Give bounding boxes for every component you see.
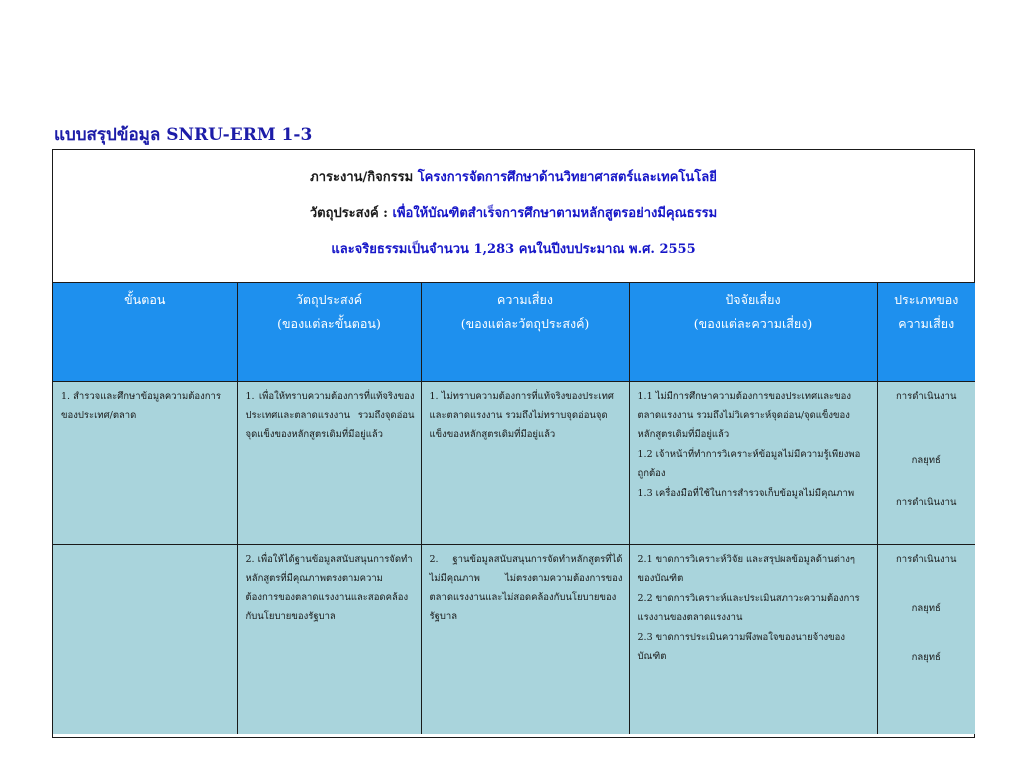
column-header-risk-factor: ปัจจัยเสี่ยง (ของแต่ละความเสี่ยง) xyxy=(629,283,877,381)
step-cell: 1. สำรวจและศึกษาข้อมูลความต้องการของประเทศ/ตลาด xyxy=(53,381,237,544)
risk-factor-item: 2.2 ขาดการวิเคราะห์และประเมินสภาวะความต้องการแรงงานของตลาดแรงงาน xyxy=(637,592,860,623)
objective-value-line1: เพื่อให้บัณฑิตสำเร็จการศึกษาตามหลักสูตรอย่างมีคุณธรรม xyxy=(392,206,718,221)
risk-factor-cell xyxy=(629,381,877,544)
risk-type-cell xyxy=(877,544,975,734)
objective-line-2 xyxy=(53,232,974,268)
risk-factor-cell xyxy=(629,544,877,734)
objective-line xyxy=(53,196,974,232)
column-header-risk-type: ประเภทของ ความเสี่ยง xyxy=(877,283,975,381)
risk-cell: 1. ไม่ทราบความต้องการที่แท้จริงของประเทศและตลาดแรงงาน รวมถึงไม่ทราบจุดอ่อนจุดแข็งของหลักสูตรเดิมที่มีอยู่แล้ว xyxy=(421,381,629,544)
column-header-step: ขั้นตอน xyxy=(53,283,237,381)
column-header-risk: ความเสี่ยง (ของแต่ละวัตถุประสงค์) xyxy=(421,283,629,381)
risk-type-item: กลยุทธ์ xyxy=(911,454,941,466)
step-cell xyxy=(53,544,237,734)
objective-cell: 2. เพื่อให้ได้ฐานข้อมูลสนับสนุนการจัดทำหลักสูตรที่มีคุณภาพตรงตามความต้องการของตลาดแรงงานและสอดคล้องกับนโยบายของรัฐบาล xyxy=(237,544,421,734)
table-row xyxy=(53,544,975,734)
activity-header xyxy=(53,150,974,283)
risk-type-cell xyxy=(877,381,975,544)
risk-factor-item: 2.1 ขาดการวิเคราะห์วิจัย และสรุปผลข้อมูลด้านต่างๆ ของบัณฑิต xyxy=(637,553,855,584)
risk-cell: 2. ฐานข้อมูลสนับสนุนการจัดทำหลักสูตรที่ได้ไม่มีคุณภาพ ไม่ตรงตามความต้องการของตลาดแรงงานและไม่สอดคล้องกับนโยบายของรัฐบาล xyxy=(421,544,629,734)
risk-factor-item: 1.1 ไม่มีการศึกษาความต้องการของประเทศและของตลาดแรงงาน รวมถึงไม่วิเคราะห์จุดอ่อน/จุดแข็งของหลักสูตรเดิมที่มีอยู่แล้ว xyxy=(637,390,851,440)
column-header-row xyxy=(53,283,975,381)
objective-cell: 1. เพื่อให้ทราบความต้องการที่แท้จริงของประเทศและตลาดแรงงาน รวมถึงจุดอ่อนจุดแข็งของหลักสูตรเดิมที่มีอยู่แล้ว xyxy=(237,381,421,544)
task-value: โครงการจัดการศึกษาด้านวิทยาศาสตร์และเทคโนโลยี xyxy=(417,170,717,185)
risk-type-item: กลยุทธ์ xyxy=(911,602,941,614)
task-line xyxy=(53,160,974,196)
risk-summary-sheet xyxy=(52,149,975,738)
table-row xyxy=(53,381,975,544)
form-title: แบบสรุปข้อมูล SNRU-ERM 1-3 xyxy=(54,125,313,145)
objective-value-line2: และจริยธรรมเป็นจำนวน 1,283 คนในปีงบประมาณ พ.ศ. 2555 xyxy=(331,242,696,257)
risk-type-item: การดำเนินงาน xyxy=(896,496,957,508)
risk-type-item: การดำเนินงาน xyxy=(896,553,957,565)
risk-table xyxy=(53,283,975,734)
risk-type-item: กลยุทธ์ xyxy=(911,651,941,663)
column-header-objective: วัตถุประสงค์ (ของแต่ละขั้นตอน) xyxy=(237,283,421,381)
risk-type-item: การดำเนินงาน xyxy=(896,390,957,402)
risk-factor-item: 1.3 เครื่องมือที่ใช้ในการสำรวจเก็บข้อมูลไม่มีคุณภาพ xyxy=(637,487,855,499)
task-label: ภาระงาน/กิจกรรม xyxy=(310,170,414,185)
risk-factor-item: 2.3 ขาดการประเมินความพึงพอใจของนายจ้างของบัณฑิต xyxy=(637,631,846,662)
objective-label: วัตถุประสงค์ : xyxy=(309,206,388,221)
risk-factor-item: 1.2 เจ้าหน้าที่ทำการวิเคราะห์ข้อมูลไม่มีความรู้เพียงพอถูกต้อง xyxy=(637,448,861,479)
